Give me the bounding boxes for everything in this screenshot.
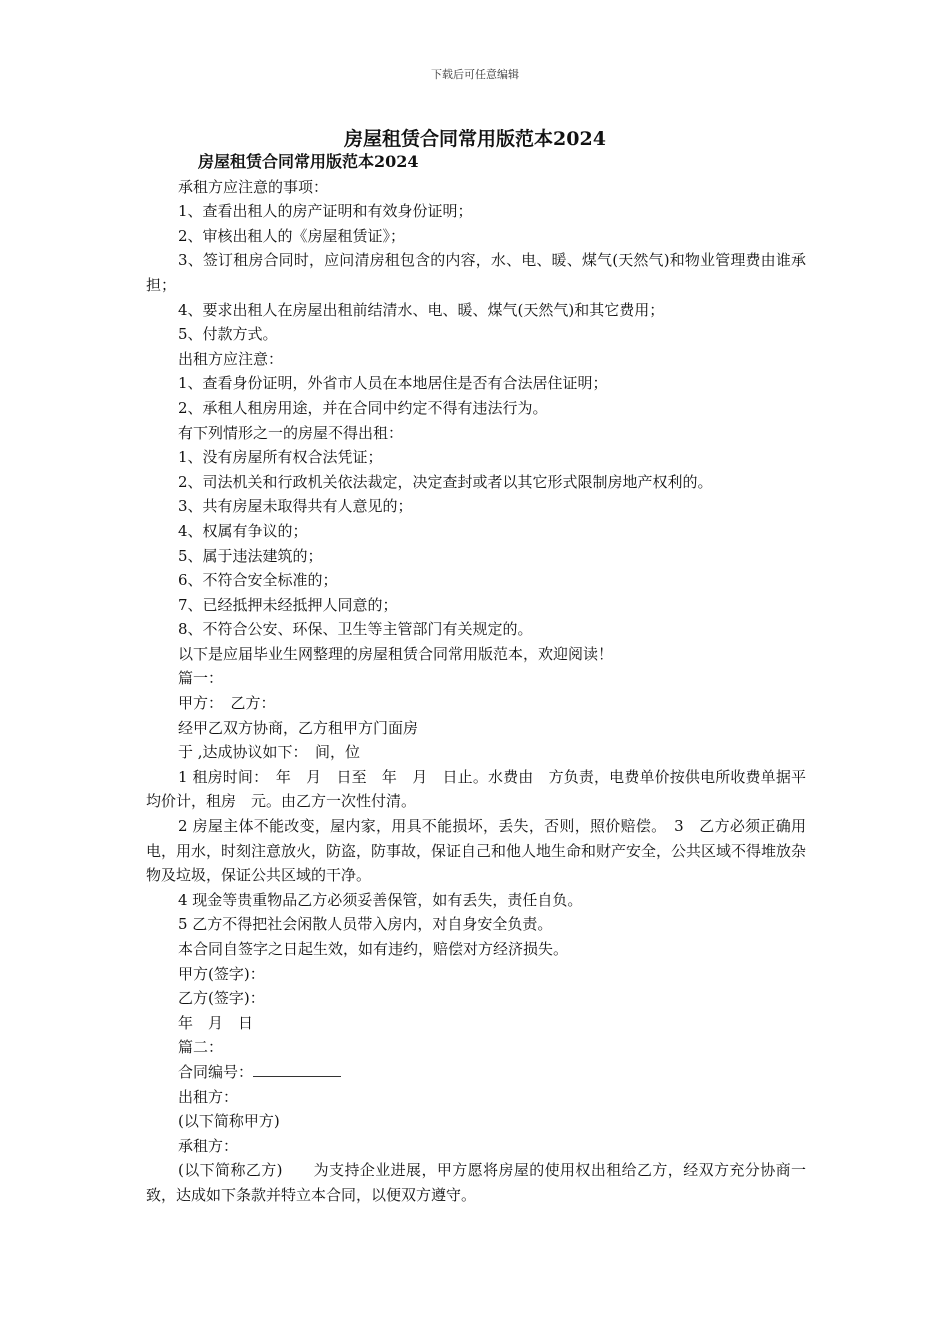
paragraph: 本合同自签字之日起生效，如有违约，赔偿对方经济损失。: [178, 940, 569, 958]
paragraph: 3、签订租房合同时，应问清房租包含的内容，水、电、暖、煤气(天然气)和物业管理费由谁承担；: [146, 251, 806, 294]
paragraph: 甲方： 乙方：: [178, 694, 276, 713]
document-title: 房屋租赁合同常用版范本2024: [344, 128, 606, 150]
header-note: 下载后可任意编辑: [431, 68, 519, 81]
paragraph: 承租方：: [178, 1136, 239, 1155]
paragraph: 5、付款方式。: [178, 325, 278, 344]
contract-number-line: [146, 1060, 806, 1085]
paragraph: 7、已经抵押未经抵押人同意的；: [178, 595, 398, 614]
paragraph: 6、不符合安全标准的；: [178, 571, 338, 590]
paragraph: 有下列情形之一的房屋不得出租：: [178, 423, 404, 442]
paragraph: 1、查看出租人的房产证明和有效身份证明；: [178, 202, 473, 221]
paragraph: 承租方应注意的事项：: [178, 177, 329, 196]
paragraph: 8、不符合公安、环保、卫生等主管部门有关规定的。: [178, 620, 533, 639]
paragraph: 1、查看身份证明，外省市人员在本地居住是否有合法居住证明；: [178, 374, 608, 393]
paragraph: 2、承租人租房用途，并在合同中约定不得有违法行为。: [178, 398, 548, 417]
paragraph: 篇一：: [178, 669, 224, 688]
paragraph: 2 房屋主体不能改变，屋内家，用具不能损坏，丢失，否则，照价赔偿。 3 乙方必须正确用电，用水，时刻注意放火，防盗，防事故，保证自己和他人地生命和财产安全，公共区域不得堆放杂物及垃圾，保证公共区域的干净。: [146, 817, 807, 885]
paragraph: 以下是应届毕业生网整理的房屋租赁合同常用版范本，欢迎阅读！: [178, 644, 614, 663]
document-subtitle: 房屋租赁合同常用版范本2024: [198, 152, 419, 171]
paragraph: 乙方(签字)：: [178, 989, 265, 1008]
paragraph: 2、司法机关和行政机关依法裁定，决定查封或者以其它形式限制房地产权利的。: [178, 472, 713, 491]
paragraph: 4 现金等贵重物品乙方必须妥善保管，如有丢失，责任自负。: [178, 890, 583, 909]
paragraph: 出租方应注意：: [178, 349, 284, 368]
contract-number-blank: [253, 1062, 341, 1077]
paragraph: 甲方(签字)：: [178, 964, 265, 983]
paragraph: 5、属于违法建筑的；: [178, 546, 323, 565]
document-body: [146, 150, 806, 1208]
paragraph: (以下简称乙方) 为支持企业进展，甲方愿将房屋的使用权出租给乙方，经双方充分协商一致，达成如下条款并特立本合同，以便双方遵守。: [146, 1161, 806, 1204]
paragraph: 4、要求出租人在房屋出租前结清水、电、暖、煤气(天然气)和其它费用；: [178, 300, 665, 319]
contract-number-label: 合同编号：: [178, 1062, 254, 1081]
paragraph: 5 乙方不得把社会闲散人员带入房内，对自身安全负责。: [178, 915, 553, 934]
paragraph: 4、权属有争议的；: [178, 521, 308, 540]
paragraph: 3、共有房屋未取得共有人意见的；: [178, 497, 413, 516]
paragraph: 于 ,达成协议如下： 间，位: [178, 743, 361, 762]
paragraph: 1 租房时间： 年 月 日至 年 月 日止。水费由 方负责，电费单价按供电所收费单据平均价计，租房 元。由乙方一次性付清。: [146, 767, 806, 811]
paragraph: (以下简称甲方): [178, 1112, 280, 1131]
paragraph: 出租方：: [178, 1087, 239, 1106]
paragraph: 1、没有房屋所有权合法凭证；: [178, 448, 383, 467]
paragraph: 年 月 日: [178, 1013, 254, 1032]
paragraph: 篇二：: [178, 1038, 224, 1057]
paragraph: 2、审核出租人的《房屋租赁证》；: [178, 226, 406, 245]
paragraph: 经甲乙双方协商，乙方租甲方门面房: [178, 718, 419, 737]
